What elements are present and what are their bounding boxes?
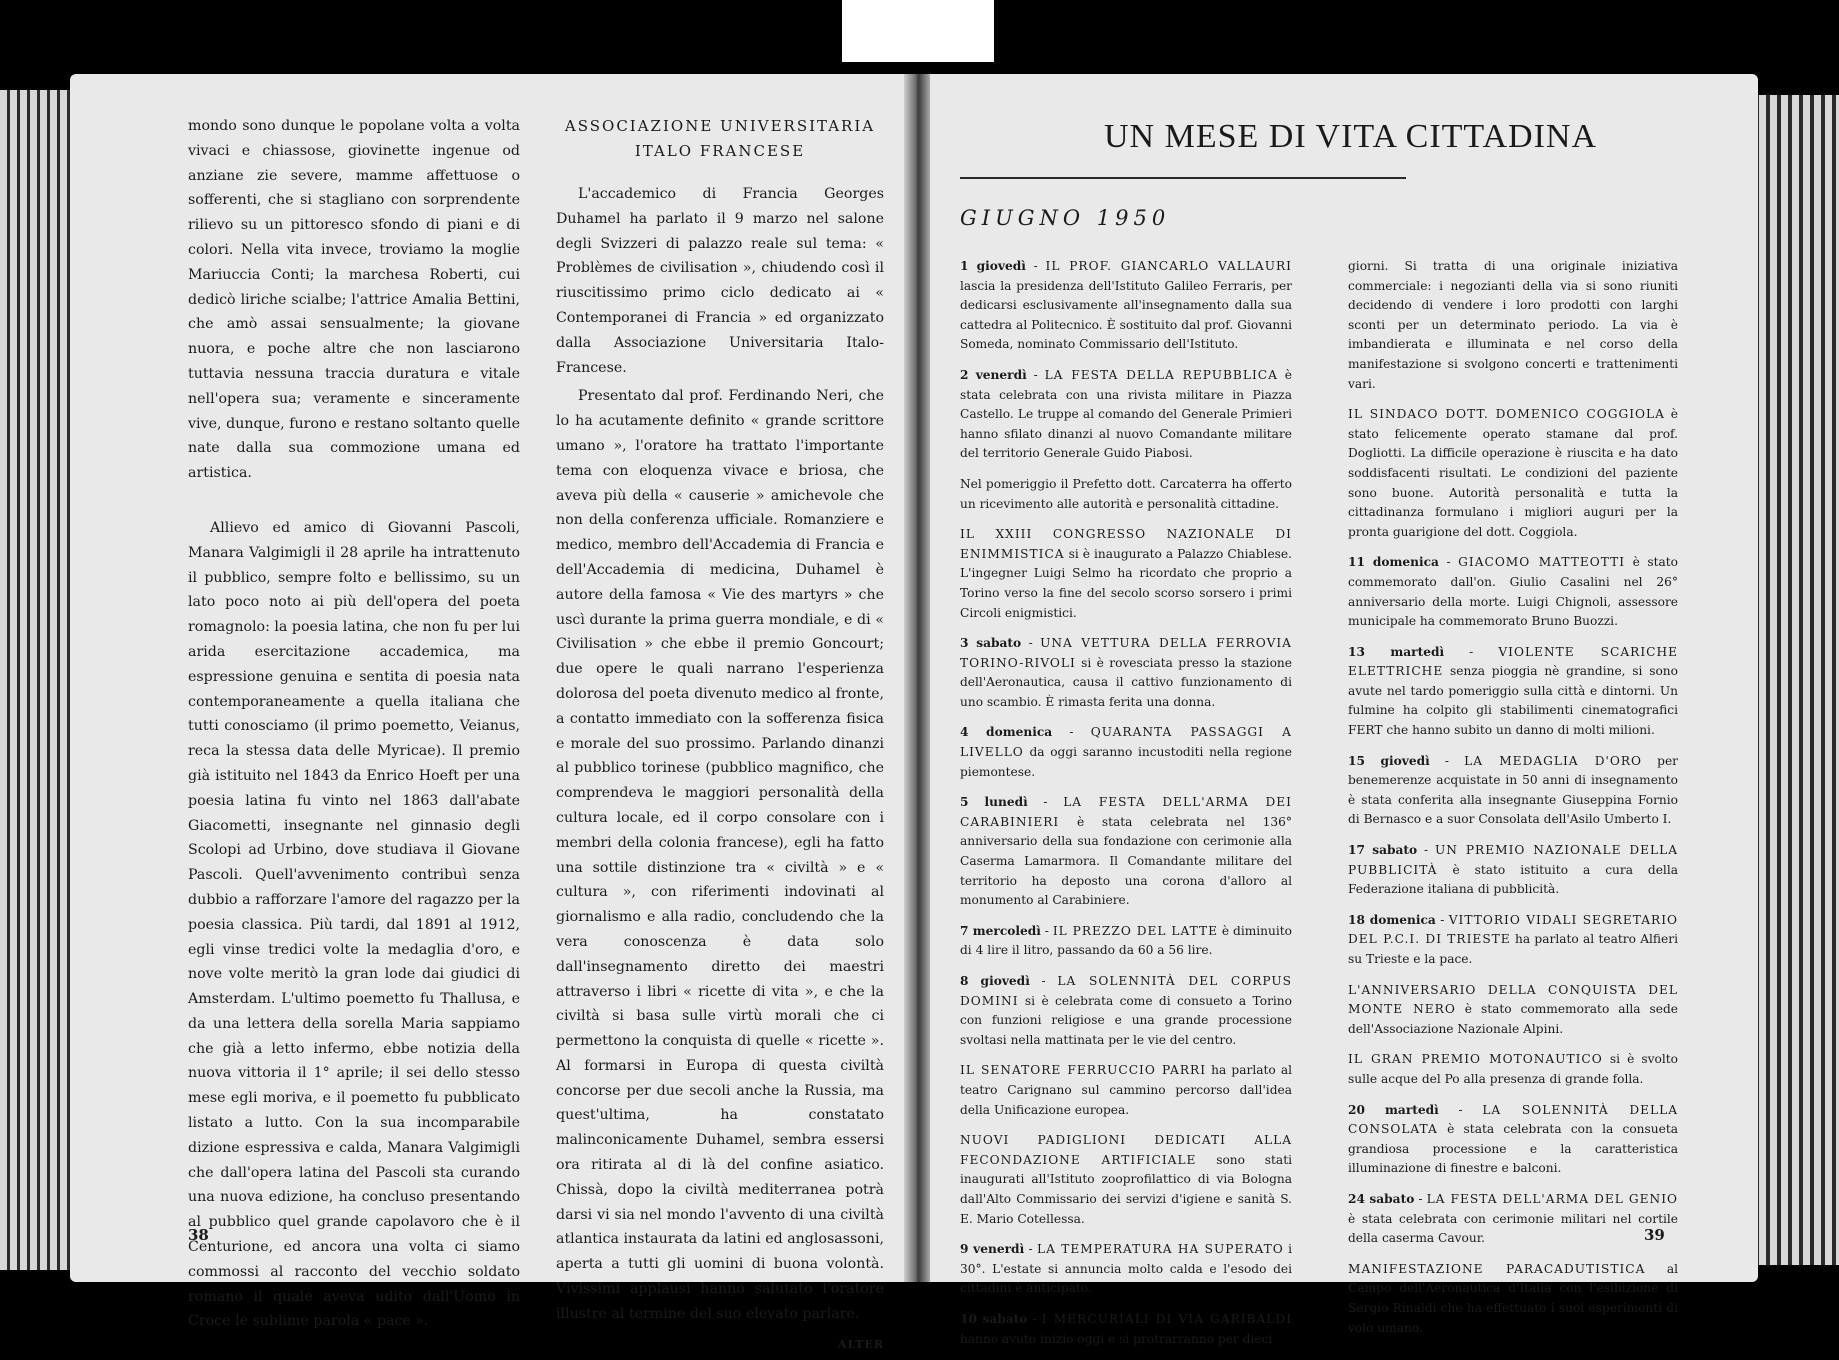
- event-text: si è celebrata come di consueto a Torino con funzioni religiose e una grande processione svoltasi nella mattinata per le vie del centro.: [960, 993, 1292, 1047]
- event-date: 13 martedì: [1348, 644, 1445, 659]
- event-text: i 30°. L'estate si annuncia molto calda e l'esodo dei cittadini è anticipato.: [960, 1242, 1293, 1296]
- event-date: 11 domenica: [1348, 555, 1439, 570]
- event-text: è stata celebrata con la consueta grandiosa processione e la caratteristica illuminazione di finestre e balconi.: [1348, 1122, 1679, 1176]
- event-text: è stato istituito a cura della Federazione italiana di pubblicità.: [1348, 862, 1678, 897]
- event-text: si è rovesciata presso la stazione dell'Aeronautica, causa il cattivo funzionamento di uno scambio. È rimasta ferita una donna.: [960, 655, 1292, 709]
- event-entry: [960, 525, 1292, 623]
- event-entry: 5 lunedì - LA FESTA DELL'ARMA DEI CARABINIERI è stata celebrata nel 136° anniversario della sua fondazione con cerimonie alla Caserma Lamarmora. Il Comandante militare del territorio ha deposto una corona d'alloro al monumento al Carabiniere.: [960, 795, 1292, 908]
- event-entry: 15 giovedì - LA MEDAGLIA D'ORO per benemerenze acquistate in 50 anni di insegnamento è stata conferita alla insegnante Giuseppina Fornio di Bernasco e a suor Consolata dell'Asilo Umberto I.: [1348, 753, 1678, 827]
- event-text: da oggi saranno incustoditi nella regione piemontese.: [960, 745, 1293, 779]
- month-heading: GIUGNO 1950: [960, 206, 1171, 230]
- event-headline: LA FESTA DELL'ARMA DEL GENIO: [1426, 1191, 1679, 1206]
- event-text: Nel pomeriggio il Prefetto dott. Carcaterra ha offerto un ricevimento alle autorità e personalità cittadine.: [960, 476, 1292, 511]
- book-gutter: [904, 74, 930, 1282]
- event-text: hanno avuto inizio oggi e si protrarranno per dieci: [960, 1331, 1273, 1346]
- title-rule: [960, 177, 1218, 179]
- event-text: al Campo dell'Aeronautica d'Italia con l'esibizione di Sergio Rinaldi che ha effettuato i suoi esperimenti di volo umano.: [1348, 1261, 1678, 1335]
- event-date: 18 domenica: [1348, 912, 1436, 927]
- section-title: [556, 114, 884, 164]
- right-page-edges: [1755, 95, 1839, 1265]
- event-text: è stata celebrata con cerimonie militari nel cortile della caserma Cavour.: [1348, 1211, 1678, 1246]
- page-number-left: 38: [188, 1226, 209, 1244]
- paragraph: L'accademico di Francia Georges Duhamel ha parlato il 9 marzo nel salone degli Svizzeri di palazzo reale sul tema: « Problèmes de civilisation », chiudendo così il riuscitissimo primo ciclo dedicato ai « Contemporanei di Francia » ed organizzato dalla Associazione Universitaria Italo-Francese.: [556, 186, 884, 376]
- event-entry: [960, 1061, 1292, 1120]
- event-date: 7 mercoledì: [960, 923, 1041, 938]
- event-headline: IL SINDACO DOTT. DOMENICO COGGIOLA: [1348, 407, 1665, 422]
- event-headline: UN PREMIO NAZIONALE DELLA PUBBLICITÀ: [1348, 843, 1679, 877]
- event-entry: 4 domenica - QUARANTA PASSAGGI A LIVELLO da oggi saranno incustoditi nella regione piemontese.: [960, 725, 1293, 779]
- event-date: 8 giovedì: [960, 974, 1030, 988]
- event-text: è diminuito di 4 lire il litro, passando da 60 a 56 lire.: [960, 923, 1292, 958]
- event-entry: 2 venerdì - LA FESTA DELLA REPUBBLICA è stata celebrata con una rivista militare in Piazza Castello. Le truppe al comando del Generale Primieri hanno sfilato dinanzi al nuovo Comandante militare del territorio Generale Guido Piabosi.: [960, 367, 1292, 461]
- event-headline: VITTORIO VIDALI SEGRETARIO DEL P.C.I. DI TRIESTE: [1348, 912, 1679, 947]
- paragraph: mondo sono dunque le popolane volta a volta vivaci e chiassose, giovinette ingenue od anziane zie severe, mamme affettuose o sofferenti, che si stagliano con sorprendente rilievo su un pittoresco sfondo di piani e di colori. Nella vita invece, troviamo la moglie Mariuccia Conti; la marchesa Roberti, cui dedicò liriche scialbe; l'attrice Amalia Bettini, che amò assai sensualmente; la giovane nuora, e poche altre che non lasciarono tuttavia nessuna traccia duratura e vitale nell'opera sua; veramente e sinceramente vive, dunque, furono e restano soltanto quelle nate dalla sua commozione umana ed artistica.: [188, 118, 520, 482]
- event-entry: 20 martedì - LA SOLENNITÀ DELLA CONSOLATA è stata celebrata con la consueta grandiosa processione e la caratteristica illuminazione di finestre e balconi.: [1348, 1102, 1679, 1176]
- event-date: 3 sabato: [960, 636, 1022, 651]
- event-headline: QUARANTA PASSAGGI A LIVELLO: [960, 725, 1292, 760]
- event-entry: 1 giovedì - IL PROF. GIANCARLO VALLAURI lascia la presidenza dell'Istituto Galileo Ferraris, per dedicarsi esclusivamente all'insegnamento dalla sua cattedra al Politecnico. È sostituito dal prof. Giovanni Someda, nominato Commissario dell'Istituto.: [960, 259, 1292, 352]
- event-date: 4 domenica: [960, 725, 1053, 740]
- event-headline: NUOVI PADIGLIONI DEDICATI ALLA FECONDAZIONE ARTIFICIALE: [960, 1133, 1292, 1167]
- event-date: 24 sabato: [1348, 1191, 1415, 1206]
- event-text: ha parlato al teatro Alfieri su Trieste e la pace.: [1348, 932, 1678, 966]
- event-headline: IL GRAN PREMIO MOTONAUTICO: [1348, 1052, 1603, 1067]
- event-text: per benemerenze acquistate in 50 anni di insegnamento è stata conferita alla insegnante Giuseppina Fornio di Bernasco e a suor Consolata dell'Asilo Umberto I.: [1348, 753, 1678, 827]
- events-column-right: [1348, 257, 1678, 1349]
- event-text: si è svolto sulle acque del Po alla presenza di grande folla.: [1348, 1052, 1678, 1086]
- event-date: 9 venerdì: [960, 1242, 1025, 1257]
- left-column-b: [556, 114, 884, 1357]
- event-date: 10 sabato: [960, 1311, 1028, 1326]
- top-edge: [842, 0, 994, 62]
- author-signature: ALTER: [837, 1337, 884, 1351]
- event-entry: 13 martedì - VIOLENTE SCARICHE ELETTRICHE senza pioggia nè grandine, si sono avute nel tardo pomeriggio sulla città e dintorni. Un fulmine ha colpito gli stabilimenti cinematografici FERT che hanno subito un danno di molti milioni.: [1348, 644, 1678, 738]
- event-headline: IL PROF. GIANCARLO VALLAURI: [1045, 259, 1292, 273]
- left-page-edges: [0, 90, 72, 1270]
- event-entry: 18 domenica - VITTORIO VIDALI SEGRETARIO DEL P.C.I. DI TRIESTE ha parlato al teatro Alfieri su Trieste e la pace.: [1348, 912, 1679, 966]
- event-entry: [1348, 405, 1678, 542]
- event-entry: [960, 475, 1292, 514]
- event-entry: [960, 1131, 1292, 1229]
- event-text: lascia la presidenza dell'Istituto Galileo Ferraris, per dedicarsi esclusivamente all'insegnamento dalla sua cattedra al Politecnico. È sostituito dal prof. Giovanni Someda, nominato Commissario dell'Istituto.: [960, 278, 1292, 352]
- section-title-line: ITALO FRANCESE: [634, 142, 806, 160]
- event-headline: L'ANNIVERSARIO DELLA CONQUISTA DEL MONTE NERO: [1348, 982, 1678, 1017]
- events-column-left: [960, 257, 1292, 1360]
- event-headline: GIACOMO MATTEOTTI: [1458, 555, 1626, 570]
- event-text: senza pioggia nè grandine, si sono avute nel tardo pomeriggio sulla città e dintorni. Un fulmine ha colpito gli stabilimenti cinematografici FERT che hanno subito un danno di molti milioni.: [1348, 664, 1678, 738]
- page-title: UN MESE DI VITA CITTADINA: [1104, 118, 1597, 155]
- event-entry: 24 sabato - LA FESTA DELL'ARMA DEL GENIO è stata celebrata con cerimonie militari nel cortile della caserma Cavour.: [1348, 1191, 1679, 1246]
- event-headline: LA SOLENNITÀ DEL CORPUS DOMINI: [960, 974, 1292, 1008]
- event-entry: 8 giovedì - LA SOLENNITÀ DEL CORPUS DOMINI si è celebrata come di consueto a Torino con funzioni religiose e una grande processione svoltasi nella mattinata per le vie del centro.: [960, 974, 1292, 1047]
- event-headline: UNA VETTURA DELLA FERROVIA TORINO-RIVOLI: [960, 636, 1292, 670]
- event-date: 5 lunedì: [960, 795, 1028, 810]
- event-date: 1 giovedì: [960, 259, 1026, 273]
- event-text: è stato felicemente operato stamane dal prof. Dogliotti. La difficile operazione è riuscita e ha dato soddisfacenti risultati. Le condizioni del paziente sono buone. Autorità personalità e tutta la cittadinanza formulano i migliori auguri per la pronta guarigione del dott. Coggiola.: [1348, 407, 1679, 539]
- event-headline: LA FESTA DELLA REPUBBLICA: [1044, 367, 1278, 382]
- event-headline: IL SENATORE FERRUCCIO PARRI: [960, 1063, 1207, 1078]
- event-entry: [1348, 1260, 1678, 1338]
- event-headline: VIOLENTE SCARICHE ELETTRICHE: [1348, 644, 1678, 679]
- left-column-a: [188, 114, 520, 1338]
- section-title-line: ASSOCIAZIONE UNIVERSITARIA: [564, 117, 876, 135]
- paragraph: Presentato dal prof. Ferdinando Neri, che lo ha acutamente definito « grande scrittore umano », l'oratore ha trattato l'importante tema con eloquenza vivace e briosa, che aveva più della « causerie » amichevole che non della conferenza ufficiale. Romanziere e medico, membro dell'Accademia di Francia e dell'Accademia di medicina, Duhamel è autore della famosa « Vie des martyrs » che uscì durante la prima guerra mondiale, e di « Civilisation » che ebbe il premio Goncourt; due opere le quali narrano l'esperienza dolorosa del poeta divenuto medico al fronte, a contatto immediato con la sofferenza fisica e morale del suo prossimo. Parlando dinanzi al pubblico torinese (pubblico magnifico, che comprendeva le maggiori personalità della cultura locale, ed il corpo consolare con i membri della colonia francese), egli ha fatto una sottile distinzione tra « civiltà » e « cultura », con riferimenti indovinati al giornalismo e alla radio, concludendo che la vera conoscenza è data solo dall'insegnamento diretto dei maestri attraverso i libri « ricette di vita », e che la civiltà si basa sulle virtù morali che ci permettono la conquista di quelle « ricette ». Al formarsi in Europa di questa civiltà concorse per due secoli anche la Russia, ma quest'ultima, ha constatato malinconicamente Duhamel, sembra essersi ora ritirata al di là del confine asiatico. Chissà, dopo la civiltà mediterranea potrà darsi vi sia nel mondo l'avvento di una civiltà atlantica instaurata da latini ed anglosassoni, aperta a tutti gli uomini di buona volontà. Vivissimi applausi hanno salutato l'oratore illustre al termine del suo elevato parlare.: [556, 388, 884, 1322]
- event-text: sono stati inaugurati all'Istituto zooprofilattico di via Bologna dall'Alto Commissario dei servizi d'igiene e sanità S. E. Mario Cotellessa.: [960, 1152, 1292, 1226]
- event-entry: 7 mercoledì - IL PREZZO DEL LATTE è diminuito di 4 lire il litro, passando da 60 a 56 lire.: [960, 923, 1292, 958]
- event-date: 20 martedì: [1348, 1102, 1439, 1117]
- event-text: è stato commemorato alla sede dell'Associazione Nazionale Alpini.: [1348, 1002, 1678, 1036]
- event-text: è stata celebrata con una rivista militare in Piazza Castello. Le truppe al comando del Generale Primieri hanno sfilato dinanzi al nuovo Comandante militare del territorio Generale Guido Piabosi.: [960, 367, 1292, 461]
- event-headline: LA TEMPERATURA HA SUPERATO: [1037, 1242, 1284, 1257]
- event-text: giorni. Si tratta di una originale iniziativa commerciale: i negozianti della via si sono riuniti decidendo di vendere i loro prodotti con larghi sconti per un determinato periodo. La via è imbandierata e illuminata e nel corso della manifestazione si svolgono concerti e trattenimenti vari.: [1348, 259, 1678, 391]
- paragraph: Allievo ed amico di Giovanni Pascoli, Manara Valgimigli il 28 aprile ha intrattenuto il pubblico, sempre folto e bellissimo, su un lato poco noto ai più dell'opera del poeta romagnolo: la poesia latina, che non fu per lui arida esercitazione accademica, ma espressione genuina e sentita di poesia nata contemporaneamente a quella italiana che tutti conosciamo (il primo poemetto, Veianus, reca la stessa data delle Myricae). Il premio già istituito nel 1843 da Enrico Hoeft per una poesia latina fu vinto nel 1863 dall'abate Giacometti, insegnante nel ginnasio degli Scolopi ad Urbino, dove studiava il Giovane Pascoli. Quell'avvenimento contribuì senza dubbio a rafforzare l'amore del ragazzo per la poesia classica. Più tardi, dal 1891 al 1912, egli vinse tredici volte la medaglia d'oro, e nove volte meritò la gran lode dai giudici di Amsterdam. L'ultimo poemetto fu Thallusa, e da una lettera della sorella Maria sappiamo che già a letto infermo, ebbe notizia della nuova vittoria il 1° aprile; il sei dello stesso mese egli moriva, e il poemetto fu pubblicato listato a lutto. Con la sua incomparabile dizione espressiva e calda, Manara Valgimigli che dall'opera latina del Pascoli sta curando una nuova edizione, ha concluso presentando al pubblico quel grande capolavoro che è il Centurione, ed ancora una volta ci siamo commossi al racconto del vecchio soldato romano il quale aveva udito dall'Uomo in Croce le sublime parola « pace ».: [188, 519, 520, 1330]
- page-number-right: 39: [1644, 1226, 1665, 1244]
- event-entry: 9 venerdì - LA TEMPERATURA HA SUPERATO i 30°. L'estate si annuncia molto calda e l'esodo dei cittadini è anticipato.: [960, 1242, 1293, 1296]
- event-text: ha parlato al teatro Carignano sul cammino percorso dall'idea della Unificazione europea.: [960, 1063, 1293, 1117]
- event-text: si è inaugurato a Palazzo Chiablese. L'ingegner Luigi Selmo ha ricordato che proprio a Torino verso la fine del secolo scorso sorsero i primi Circoli enigmistici.: [960, 546, 1292, 620]
- event-entry: 11 domenica - GIACOMO MATTEOTTI è stato commemorato dall'on. Giulio Casalini nel 26° anniversario della morte. Luigi Chignoli, assessore municipale ha commemorato Bruno Buozzi.: [1348, 555, 1679, 629]
- event-headline: LA MEDAGLIA D'ORO: [1464, 753, 1643, 768]
- event-text: è stato commemorato dall'on. Giulio Casalini nel 26° anniversario della morte. Luigi Chignoli, assessore municipale ha commemorato Bruno Buozzi.: [1348, 555, 1679, 629]
- title-rule: [1206, 177, 1406, 179]
- event-entry: [1348, 981, 1678, 1040]
- event-headline: LA SOLENNITÀ DELLA CONSOLATA: [1348, 1102, 1678, 1137]
- event-headline: I MERCURIALI DI VIA GARIBALDI: [1041, 1311, 1292, 1326]
- event-entry: 17 sabato - UN PREMIO NAZIONALE DELLA PUBBLICITÀ è stato istituito a cura della Federazione italiana di pubblicità.: [1348, 843, 1679, 897]
- event-headline: MANIFESTAZIONE PARACADUTISTICA: [1348, 1261, 1646, 1276]
- event-headline: LA FESTA DELL'ARMA DEI CARABINIERI: [960, 795, 1292, 829]
- event-headline: IL PREZZO DEL LATTE: [1052, 923, 1218, 938]
- event-text: è stata celebrata nel 136° anniversario della sua fondazione con cerimonie alla Caserma Lamarmora. Il Comandante militare del territorio ha deposto una corona d'alloro al monumento al Carabiniere.: [960, 814, 1292, 908]
- event-entry: [1348, 1050, 1678, 1089]
- event-entry: 3 sabato - UNA VETTURA DELLA FERROVIA TORINO-RIVOLI si è rovesciata presso la stazione dell'Aeronautica, causa il cattivo funzionamento di uno scambio. È rimasta ferita una donna.: [960, 636, 1292, 709]
- event-date: 2 venerdì: [960, 367, 1027, 382]
- event-date: 17 sabato: [1348, 843, 1418, 858]
- event-headline: IL XXIII CONGRESSO NAZIONALE DI ENIMMISTICA: [960, 527, 1292, 561]
- event-entry: 10 sabato - I MERCURIALI DI VIA GARIBALDI hanno avuto inizio oggi e si protrarranno per dieci: [960, 1311, 1292, 1346]
- event-date: 15 giovedì: [1348, 753, 1430, 768]
- event-entry: [1348, 257, 1678, 394]
